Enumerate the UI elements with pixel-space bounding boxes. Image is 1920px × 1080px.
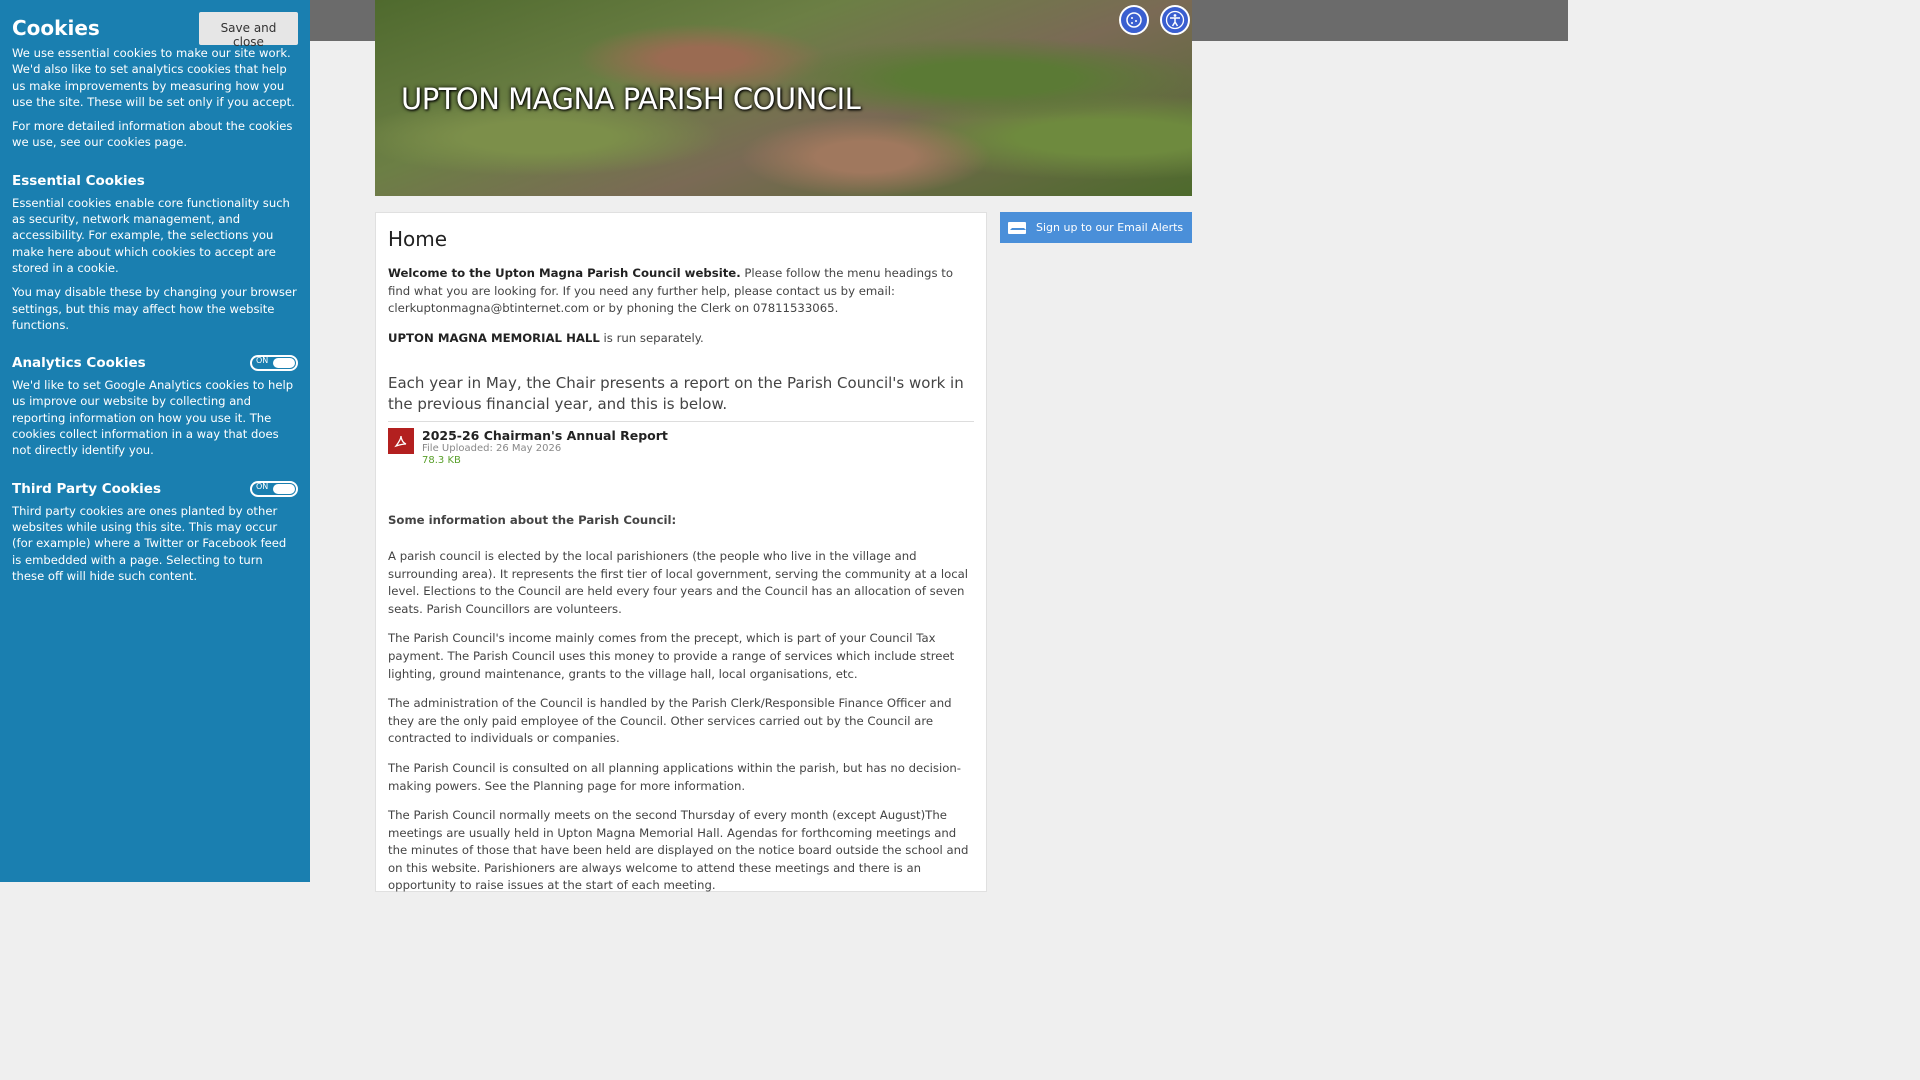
third-party-cookies-heading: Third Party Cookies — [12, 480, 161, 497]
info-paragraph: A parish council is elected by the local parishioners (the people who live in the village and surrounding area). It represents the first tier of local government, serving the community at a local level. Elections to the Council are held every four years and the Council has an allocation of seven seats. Parish Councillors are volunteers. — [388, 548, 969, 616]
file-download-item[interactable] — [388, 421, 974, 466]
analytics-cookies-toggle[interactable] — [250, 355, 298, 371]
file-name-link[interactable]: 2025-26 Chairman's Annual Report — [422, 428, 668, 444]
memorial-hall-text: is run separately. — [599, 330, 704, 345]
main-content — [375, 212, 987, 892]
welcome-text: Please follow the menu headings to find what you are looking for. If you need any further help, please contact us by email: clerkuptonmagna@btinternet.com or by phoning the Clerk on 07811533065. — [388, 266, 954, 316]
third-party-cookies-text: Third party cookies are ones planted by other websites while using this site. This may occur (for example) where a Twitter or Facebook feed is embedded with a page. Selecting to turn these off will hide such content. — [12, 503, 287, 583]
file-size: 78.3 KB — [422, 455, 461, 467]
save-and-close-button[interactable]: Save and close — [199, 12, 298, 45]
essential-cookies-text: Essential cookies enable core functionality such as security, network management, and accessibility. For example, the selections you make here about which cookies to accept are stored in a cookie. — [12, 195, 290, 275]
welcome-paragraph — [388, 265, 974, 318]
cookie-panel-title: Cookies — [12, 16, 100, 40]
toggle-knob — [273, 484, 295, 494]
site-title[interactable]: UPTON MAGNA PARISH COUNCIL — [401, 82, 861, 116]
third-party-cookies-toggle[interactable] — [250, 481, 298, 497]
analytics-cookies-text: We'd like to set Google Analytics cookies to help us improve our website by collecting and reporting information on how you use it. The cookies collect information in a way that does not directly identify you. — [12, 378, 294, 458]
toggle-on-label: ON — [256, 356, 269, 366]
info-paragraph: The Parish Council is consulted on all planning applications within the parish, but has no decision-making powers. See the Planning page for more information. — [388, 760, 961, 793]
analytics-cookies-heading: Analytics Cookies — [12, 355, 146, 372]
cookie-settings-icon[interactable] — [1119, 5, 1149, 35]
welcome-bold: Welcome to the Upton Magna Parish Council website. — [388, 266, 741, 280]
toggle-knob — [273, 358, 295, 368]
page-title: Home — [388, 227, 448, 251]
info-paragraph: The administration of the Council is handled by the Parish Clerk/Responsible Finance Officer and they are the only paid employee of the Council. Other services carried out by the Council are contracted to individuals or companies. — [388, 696, 952, 746]
info-paragraph: The Parish Council's income mainly comes from the precept, which is part of your Council Tax payment. The Parish Council uses this money to provide a range of services which include street lighting, ground maintenance, grants to the village hall, local organisations, etc. — [388, 631, 955, 681]
essential-cookies-disable-text: You may disable these by changing your browser settings, but this may affect how the website functions. — [12, 285, 297, 332]
info-paragraph: The Parish Council normally meets on the second Thursday of every month (except August)The meetings are usually held in Upton Magna Memorial Hall. Agendas for forthcoming meetings and the minutes of those that have been held are displayed on the notice board outside the school and on this website. Parishioners are always welcome to attend these meetings and there is an opportunity to raise issues at the start of each meeting. — [388, 808, 969, 893]
annual-report-lead: Each year in May, the Chair presents a report on the Parish Council's work in the previous financial year, and this is below. — [388, 374, 964, 414]
toggle-on-label: ON — [256, 481, 269, 491]
pdf-file-icon[interactable] — [388, 428, 414, 454]
envelope-icon — [1008, 222, 1026, 234]
parish-info-subheading: Some information about the Parish Council: — [388, 513, 677, 528]
memorial-hall-bold: UPTON MAGNA MEMORIAL HALL — [388, 330, 600, 345]
cookie-panel — [0, 0, 310, 882]
cookie-intro-text: We use essential cookies to make our site work. We'd also like to set analytics cookies that help us make improvements by measuring how you use the site. These will be set only if you accept. — [12, 46, 295, 109]
header-banner — [375, 0, 1192, 196]
memorial-hall-paragraph — [388, 330, 974, 348]
file-uploaded-date: File Uploaded: 26 May 2026 — [422, 443, 562, 455]
cookie-more-info-text: For more detailed information about the cookies we use, see our cookies page. — [12, 119, 293, 150]
email-alerts-button[interactable] — [1000, 212, 1192, 243]
essential-cookies-heading: Essential Cookies — [12, 172, 145, 189]
email-alerts-label: Sign up to our Email Alerts — [1036, 221, 1184, 234]
accessibility-icon[interactable] — [1160, 5, 1190, 35]
